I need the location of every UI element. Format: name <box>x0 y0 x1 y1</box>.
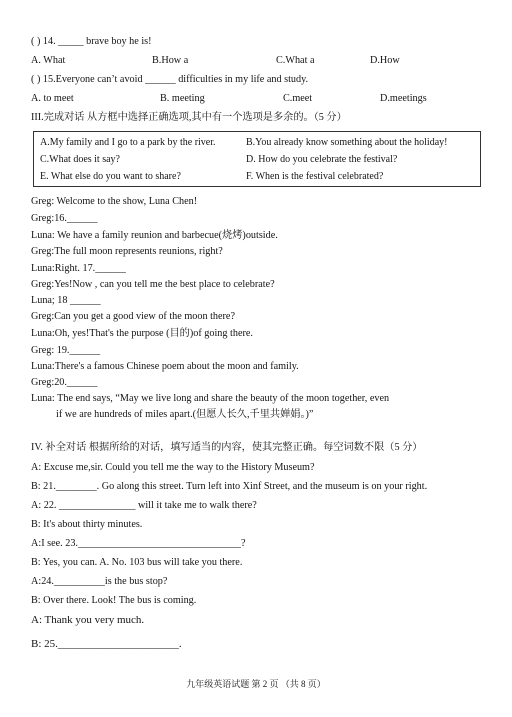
q14-option-d: D.How <box>370 55 400 66</box>
dialogue-line: A: Thank you very much. <box>31 614 145 626</box>
dialogue-line: B: 21.________. Go along this street. Turn left into Xinf Street, and the museum is on your right. <box>31 481 428 492</box>
choice-b: B.You already know something about the holiday! <box>246 137 448 148</box>
dialogue-line: B: Over there. Look! The bus is coming. <box>31 595 197 606</box>
dialogue-line: Greg:Can you get a good view of the moon there? <box>31 311 235 322</box>
dialogue-line: A:I see. 23.________________________________? <box>31 538 246 549</box>
dialogue-line: B: It's about thirty minutes. <box>31 519 143 530</box>
dialogue-line: Greg:16.______ <box>31 213 98 224</box>
dialogue-line: A:24.__________is the bus stop? <box>31 576 168 587</box>
choice-e: E. What else do you want to share? <box>40 171 181 182</box>
q15-option-b: B. meeting <box>160 93 205 104</box>
dialogue-line: Luna; 18 ______ <box>31 295 101 306</box>
section-4-heading: IV. 补全对话 根据所给的对话，填写适当的内容，使其完整正确。每空词数不限（5 分） <box>31 442 423 453</box>
dialogue-line: B: Yes, you can. A. No. 103 bus will take you there. <box>31 557 243 568</box>
q15-option-a: A. to meet <box>31 93 74 104</box>
dialogue-line: A: 22. _______________ will it take me to walk there? <box>31 500 257 511</box>
dialogue-line: if we are hundreds of miles apart.(但愿人长久,千里共婵娟。)” <box>56 409 314 420</box>
dialogue-line: Luna:Oh, yes!That's the purpose (目的)of going there. <box>31 328 253 339</box>
page-footer: 九年级英语试题 第 2 页 （共 8 页） <box>186 679 326 689</box>
dialogue-line: Luna: We have a family reunion and barbecue(烧烤)outside. <box>31 230 278 241</box>
dialogue-line: Greg: Welcome to the show, Luna Chen! <box>31 196 198 207</box>
choices-box <box>33 131 481 187</box>
q14-option-c: C.What a <box>276 55 315 66</box>
dialogue-line: A: Excuse me,sir. Could you tell me the way to the History Museum? <box>31 462 315 473</box>
q15-option-d: D.meetings <box>380 93 427 104</box>
choice-f: F. When is the festival celebrated? <box>246 171 384 182</box>
dialogue-line: Greg:Yes!Now , can you tell me the best place to celebrate? <box>31 279 275 290</box>
question-14-stem: ( ) 14. _____ brave boy he is! <box>31 36 152 47</box>
question-15-stem: ( ) 15.Everyone can’t avoid ______ difficulties in my life and study. <box>31 74 309 85</box>
dialogue-line: Luna:Right. 17.______ <box>31 263 126 274</box>
dialogue-line: Greg: 19.______ <box>31 345 101 356</box>
dialogue-line: Luna: The end says, “May we live long and share the beauty of the moon together, even <box>31 393 390 404</box>
choice-a: A.My family and I go to a park by the river. <box>40 137 216 148</box>
q15-option-c: C.meet <box>283 93 313 104</box>
q14-option-a: A. What <box>31 55 66 66</box>
dialogue-line: B: 25.______________________. <box>31 638 182 650</box>
dialogue-line: Greg:The full moon represents reunions, right? <box>31 246 223 257</box>
dialogue-line: Luna:There's a famous Chinese poem about the moon and family. <box>31 361 299 372</box>
choice-c: C.What does it say? <box>40 154 120 165</box>
section-3-heading: III.完成对话 从方框中选择正确选项,其中有一个选项是多余的。（5 分） <box>31 112 347 123</box>
q14-option-b: B.How a <box>152 55 189 66</box>
choice-d: D. How do you celebrate the festival? <box>246 154 398 165</box>
dialogue-line: Greg:20.______ <box>31 377 98 388</box>
